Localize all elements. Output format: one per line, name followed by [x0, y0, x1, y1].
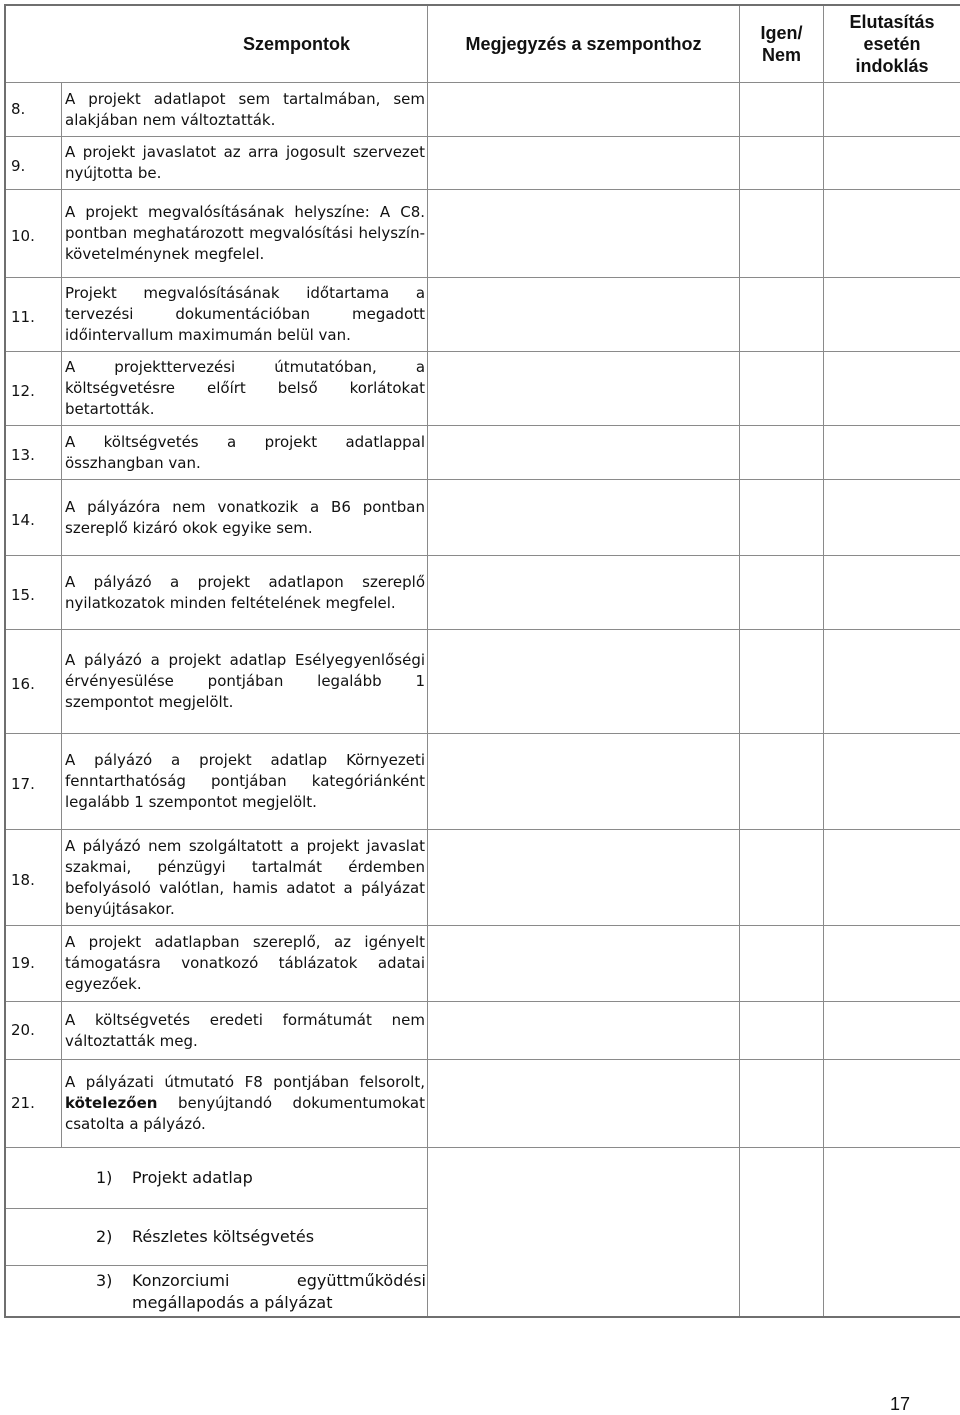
criterion-number: 9.: [6, 137, 62, 190]
note-cell[interactable]: [428, 480, 740, 556]
yesno-cell[interactable]: [740, 630, 824, 734]
list-item: [6, 1266, 427, 1316]
yesno-cell[interactable]: [740, 1002, 824, 1060]
note-cell[interactable]: [428, 426, 740, 480]
criterion-text: A költségvetés a projekt adatlappal összhangban van.: [62, 426, 428, 480]
table-row: [6, 190, 960, 278]
note-cell[interactable]: [428, 352, 740, 426]
document-number: 1): [96, 1168, 113, 1187]
yesno-cell[interactable]: [740, 83, 824, 137]
criterion-text: A pályázóra nem vonatkozik a B6 pontban szereplő kizáró okok egyike sem.: [62, 480, 428, 556]
note-cell[interactable]: [428, 83, 740, 137]
reason-cell[interactable]: [824, 1060, 960, 1148]
yesno-cell[interactable]: [740, 426, 824, 480]
reason-cell[interactable]: [824, 426, 960, 480]
note-cell[interactable]: [428, 137, 740, 190]
table-header-row: [6, 6, 960, 83]
criterion-text: A projekt javaslatot az arra jogosult szervezet nyújtotta be.: [62, 137, 428, 190]
criterion-number: 10.: [6, 190, 62, 278]
yesno-cell[interactable]: [740, 190, 824, 278]
document-label: Projekt adatlap: [132, 1168, 253, 1187]
yesno-cell[interactable]: [740, 734, 824, 830]
note-cell[interactable]: [428, 926, 740, 1002]
criterion-text: A projekt megvalósításának helyszíne: A C8. pontban meghatározott megvalósítási helyszín-követelménynek megfelel.: [62, 190, 428, 278]
table-row: [6, 926, 960, 1002]
table-row: [6, 830, 960, 926]
criterion-text-emphasis: kötelezően: [65, 1094, 158, 1112]
criterion-number: 12.: [6, 352, 62, 426]
criterion-text-part: A pályázati útmutató F8 pontjában felsorolt,: [65, 1073, 426, 1091]
reason-cell[interactable]: [824, 830, 960, 926]
document-label: Konzorciumi együttműködési megállapodás a pályázat: [132, 1271, 426, 1312]
reason-cell[interactable]: [824, 480, 960, 556]
table-row: [6, 83, 960, 137]
table-row: [6, 352, 960, 426]
table-body: [6, 83, 960, 1316]
criterion-number: 18.: [6, 830, 62, 926]
criterion-number: 15.: [6, 556, 62, 630]
note-cell[interactable]: [428, 1060, 740, 1148]
note-cell[interactable]: [428, 1002, 740, 1060]
criterion-number: 11.: [6, 278, 62, 352]
criterion-number: 16.: [6, 630, 62, 734]
table-row: [6, 480, 960, 556]
reason-cell[interactable]: [824, 926, 960, 1002]
header-note: Megjegyzés a szemponthoz: [428, 6, 740, 83]
criterion-number: 21.: [6, 1060, 62, 1148]
yesno-cell[interactable]: [740, 480, 824, 556]
yesno-cell[interactable]: [740, 926, 824, 1002]
reason-cell[interactable]: [824, 278, 960, 352]
reason-cell[interactable]: [824, 190, 960, 278]
list-item: [6, 1209, 427, 1266]
note-cell[interactable]: [428, 190, 740, 278]
criterion-number: 13.: [6, 426, 62, 480]
table-row: [6, 556, 960, 630]
criterion-text: A projekttervezési útmutatóban, a költségvetésre előírt belső korlátokat betartották.: [62, 352, 428, 426]
criterion-text: A pályázó a projekt adatlapon szereplő nyilatkozatok minden feltételének megfelel.: [62, 556, 428, 630]
criterion-text: A pályázó a projekt adatlap Környezeti fenntarthatóság pontjában kategóriánként legalább 1 szempontot megjelölt.: [62, 734, 428, 830]
table-row: [6, 426, 960, 480]
reason-cell[interactable]: [824, 1148, 960, 1316]
criterion-text: A projekt adatlapot sem tartalmában, sem alakjában nem változtatták.: [62, 83, 428, 137]
header-yesno: Igen/ Nem: [740, 6, 824, 83]
note-cell[interactable]: [428, 830, 740, 926]
reason-cell[interactable]: [824, 734, 960, 830]
reason-cell[interactable]: [824, 83, 960, 137]
criterion-text: A pályázó a projekt adatlap Esélyegyenlőségi érvényesülése pontjában legalább 1 szempontot megjelölt.: [62, 630, 428, 734]
note-cell[interactable]: [428, 630, 740, 734]
criterion-text-part: benyújtandó dokumentumokat csatolta a pályázó.: [65, 1094, 426, 1133]
yesno-cell[interactable]: [740, 556, 824, 630]
criterion-number: 14.: [6, 480, 62, 556]
documents-list: [6, 1148, 428, 1316]
header-reason: Elutasítás esetén indoklás: [824, 6, 960, 83]
criterion-number: 20.: [6, 1002, 62, 1060]
yesno-cell[interactable]: [740, 278, 824, 352]
note-cell[interactable]: [428, 1148, 740, 1316]
reason-cell[interactable]: [824, 630, 960, 734]
table-row: [6, 1060, 960, 1148]
note-cell[interactable]: [428, 556, 740, 630]
note-cell[interactable]: [428, 734, 740, 830]
document-number: 2): [96, 1227, 113, 1246]
document-label: Részletes költségvetés: [132, 1227, 315, 1246]
table-row: [6, 734, 960, 830]
yesno-cell[interactable]: [740, 830, 824, 926]
yesno-cell[interactable]: [740, 352, 824, 426]
header-criteria: Szempontok: [6, 6, 428, 83]
yesno-cell[interactable]: [740, 137, 824, 190]
document-number: 3): [96, 1271, 113, 1290]
criterion-text: [62, 1060, 428, 1148]
criterion-text: A költségvetés eredeti formátumát nem változtatták meg.: [62, 1002, 428, 1060]
reason-cell[interactable]: [824, 556, 960, 630]
reason-cell[interactable]: [824, 1002, 960, 1060]
note-cell[interactable]: [428, 278, 740, 352]
criteria-table: [4, 4, 960, 1318]
criterion-number: 19.: [6, 926, 62, 1002]
criterion-number: 8.: [6, 83, 62, 137]
criterion-text: Projekt megvalósításának időtartama a tervezési dokumentációban megadott időintervallum maximumán belül van.: [62, 278, 428, 352]
list-item: [6, 1148, 427, 1209]
yesno-cell[interactable]: [740, 1148, 824, 1316]
page-number: 17: [889, 1394, 910, 1414]
table-row: [6, 1002, 960, 1060]
yesno-cell[interactable]: [740, 1060, 824, 1148]
reason-cell[interactable]: [824, 137, 960, 190]
reason-cell[interactable]: [824, 352, 960, 426]
table-row: [6, 278, 960, 352]
table-row: [6, 137, 960, 190]
table-row: [6, 630, 960, 734]
documents-row: [6, 1148, 960, 1316]
criterion-text: A pályázó nem szolgáltatott a projekt javaslat szakmai, pénzügyi tartalmát érdemben befolyásoló valótlan, hamis adatot a pályázat benyújtásakor.: [62, 830, 428, 926]
criterion-text: A projekt adatlapban szereplő, az igényelt támogatásra vonatkozó táblázatok adatai egyezőek.: [62, 926, 428, 1002]
criterion-number: 17.: [6, 734, 62, 830]
